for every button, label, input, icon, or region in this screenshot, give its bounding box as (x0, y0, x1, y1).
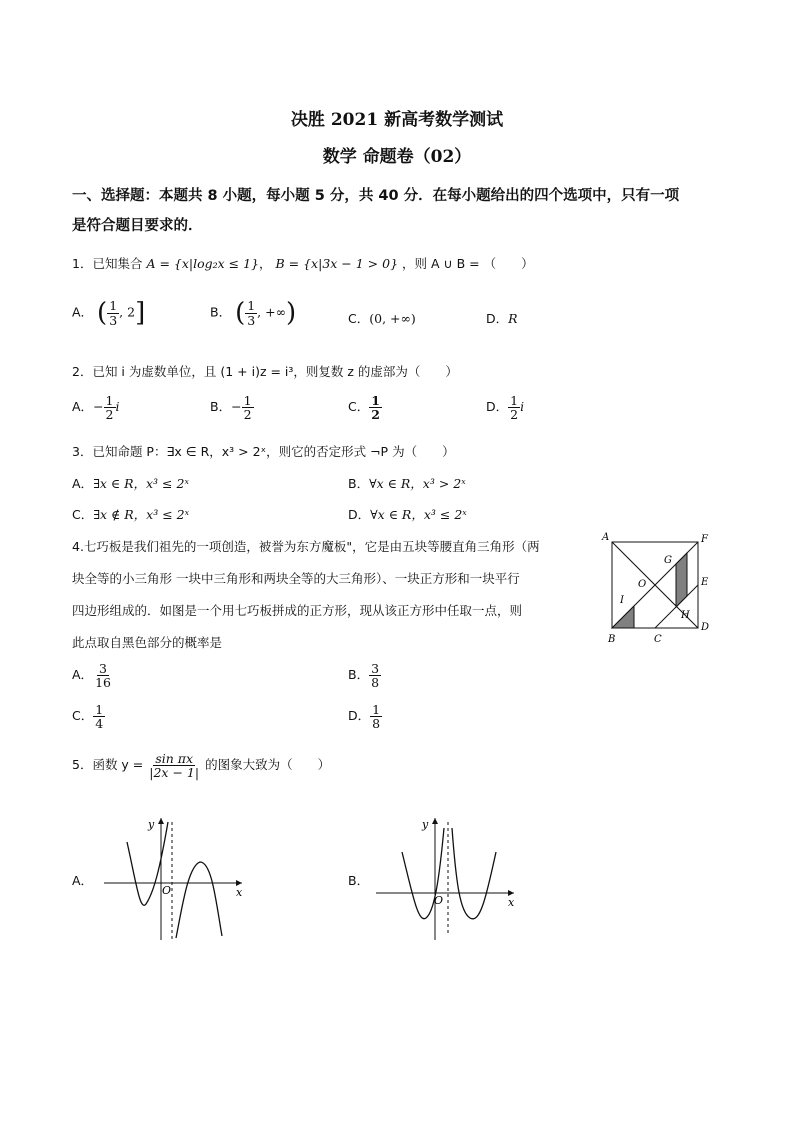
q4-option-a[interactable]: A． $\frac{3}{16}$ (72, 661, 111, 691)
tangram-black-triangle (612, 606, 634, 628)
label-o: O (638, 579, 647, 590)
q3-option-a[interactable]: A．∃x ∈ R，x³ ≤ 2ˣ (72, 476, 189, 491)
question-1: 1．已知集合 A = {x|log₂x ≤ 1}， B = {x|3x − 1 > 0} ，则 A ∪ B = （ ） (72, 256, 534, 271)
exam-title: 决胜 2021 新高考数学测试 (290, 110, 504, 130)
q1-set-a: A = {x|log₂x ≤ 1} (146, 256, 260, 271)
question-3: 3．已知命题 P：∃x ∈ R，x³ > 2ˣ，则它的否定形式 ¬P 为（ ） (72, 444, 455, 459)
section-instructions-line2: 是符合题目要求的． (72, 218, 203, 234)
q3-option-b[interactable]: B．∀x ∈ R，x³ > 2ˣ (348, 476, 466, 491)
question-5: 5．函数 y = $\frac{\text{sin πx}}{|2x - 1|}$ 的图象大致为（ ） (72, 751, 331, 781)
x-label: x (236, 886, 243, 899)
q1-tail: ，则 A ∪ B = （ ） (402, 256, 534, 271)
q4-option-d[interactable]: D． $\frac{1}{8}$ (348, 702, 381, 732)
q5-option-b-label[interactable]: B． (348, 873, 370, 888)
label-e: E (701, 577, 709, 588)
q2-option-a[interactable]: A．− $\frac{1}{2}$ i (72, 393, 120, 423)
q4-option-c[interactable]: C． $\frac{1}{4}$ (72, 702, 104, 732)
y-label: y (422, 818, 429, 831)
exam-subtitle: 数学 命题卷（02） (322, 147, 472, 167)
origin-label: O (434, 894, 444, 907)
q5-option-a-label[interactable]: A． (72, 873, 94, 888)
question-4-line4: 此点取自黑色部分的概率是 (72, 635, 223, 650)
label-c: C (654, 634, 662, 645)
question-4-line3: 四边形组成的．如图是一个用七巧板拼成的正方形，现从该正方形中任取一点，则 (72, 603, 523, 618)
x-label: x (508, 896, 515, 909)
label-i: I (620, 595, 624, 606)
q1-set-b: B = {x|3x − 1 > 0} (275, 256, 399, 271)
origin-label: O (162, 884, 172, 897)
y-label: y (148, 818, 155, 831)
q3-option-d[interactable]: D．∀x ∈ R，x³ ≤ 2ˣ (348, 507, 467, 522)
label-g: G (664, 555, 672, 566)
question-4-line2: 块全等的小三角形 一块中三角形和两块全等的大三角形）、一块正方形和一块平行 (72, 571, 520, 586)
curve-right (176, 862, 222, 938)
question-4-line1: 4.七巧板是我们祖先的一项创造，被誉为东方魔板"，它是由五块等腰直角三角形（两 (72, 539, 540, 554)
q2-option-b[interactable]: B．− $\frac{1}{2}$ (210, 393, 252, 423)
q1-option-a[interactable]: A． ( $\frac{1}{3}$ , 2] (72, 298, 146, 328)
label-h: H (681, 610, 690, 621)
q2-option-c[interactable]: C． $\frac{1}{2}$ (348, 393, 380, 423)
label-a: A (602, 532, 610, 543)
q5-graph-b[interactable] (368, 812, 528, 942)
q1-option-c[interactable]: C．(0, +∞) (348, 311, 416, 326)
tangram-black-parallelogram (676, 553, 687, 607)
question-2: 2．已知 i 为虚数单位，且 (1 + i)z = i³，则复数 z 的虚部为（ ） (72, 364, 458, 379)
q1-option-b[interactable]: B． ( $\frac{1}{3}$ , +∞) (210, 298, 297, 328)
curve-right (452, 828, 496, 919)
section-instructions-line1: 一、选择题：本题共 8 小题，每小题 5 分，共 40 分．在每小题给出的四个选项中，只有一项 (72, 188, 680, 204)
q3-option-c[interactable]: C．∃x ∉ R，x³ ≤ 2ˣ (72, 507, 190, 522)
label-d: D (701, 622, 710, 633)
label-f: F (701, 534, 708, 545)
q1-option-d[interactable]: D．R (486, 311, 518, 326)
q2-option-d[interactable]: D． $\frac{1}{2}$ i (486, 393, 525, 423)
q1-label: 1．已知集合 (72, 256, 143, 271)
label-b: B (608, 634, 616, 645)
q4-option-b[interactable]: B． $\frac{3}{8}$ (348, 661, 380, 691)
q5-graph-a[interactable] (96, 812, 256, 942)
tangram-figure (598, 530, 718, 648)
